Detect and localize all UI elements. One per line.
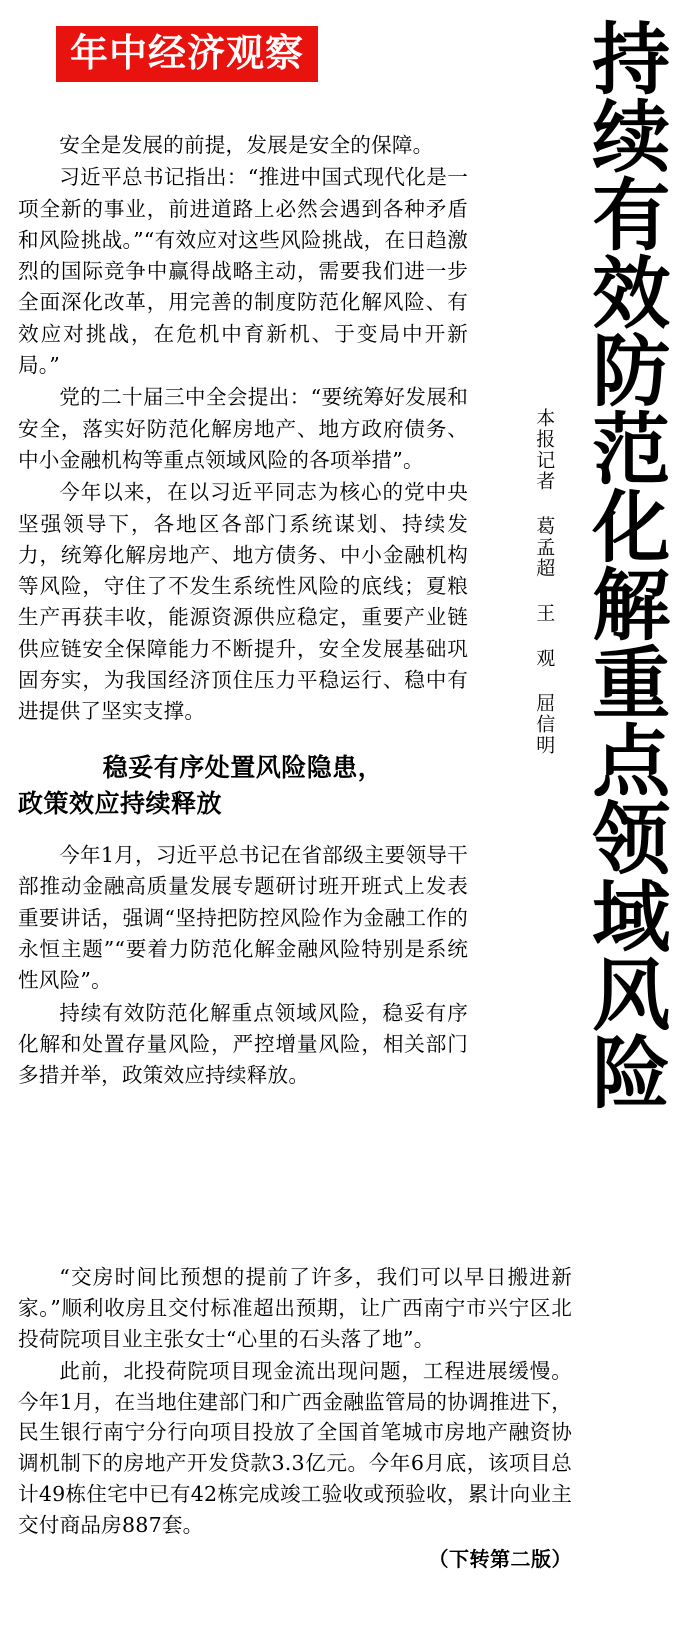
article-byline: 本报记者 葛孟超 王 观 屈信明 [533, 408, 556, 756]
section-banner-label: 年中经济观察 [70, 31, 305, 75]
article-headline: 持续有效防范化解重点领域风险 [579, 18, 670, 1110]
paragraph: 持续有效防范化解重点领域风险，稳妥有序化解和处置存量风险，严控增量风险，相关部门多措并举，政策效应持续释放。 [18, 1000, 468, 1088]
paragraph: 习近平总书记指出：“推进中国式现代化是一项全新的事业，前进道路上必然会遇到各种矛盾和风险挑战。”“有效应对这些风险挑战，在日趋激烈的国际竞争中赢得战略主动，需要我们进一步全面深化改革，用完善的制度防范化解风险、有效应对挑战，在危机中育新机、于变局中开新局。” [18, 165, 468, 378]
article-body-column [18, 130, 468, 1093]
paragraph: 今年1月，习近平总书记在省部级主要领导干部推动金融高质量发展专题研讨班开班式上发表重要讲话，强调“坚持把防控风险作为金融工作的永恒主题”“要着力防范化解金融风险特别是系统性风险”。 [18, 843, 468, 993]
subheading-line-1: 稳妥有序处置风险隐患， [102, 752, 384, 782]
paragraph: “交房时间比预想的提前了许多，我们可以早日搬进新家。”顺利收房且交付标准超出预期，让广西南宁市兴宁区北投荷院项目业主张女士“心里的石头落了地”。 [18, 1265, 572, 1351]
paragraph: 党的二十届三中全会提出：“要统筹好发展和安全，落实好防范化解房地产、地方政府债务、中小金融机构等重点领域风险的各项举措”。 [18, 385, 468, 472]
article-wide-block [18, 1262, 572, 1572]
byline-container [524, 408, 564, 760]
paragraph: 今年以来，在以习近平同志为核心的党中央坚强领导下，各地区各部门系统谋划、持续发力，统筹化解房地产、地方债务、中小金融机构等风险，守住了不发生系统性风险的底线；夏粮生产再获丰收，能源资源供应稳定，重要产业链供应链安全保障能力不断提升，安全发展基础巩固夯实，为我国经济顶住压力平稳运行、稳中有进提供了坚实支撑。 [18, 480, 468, 724]
headline-container [572, 18, 676, 1618]
section-banner [56, 26, 318, 82]
subheading-line-2: 政策效应持续释放 [18, 788, 223, 818]
paragraph: 安全是发展的前提，发展是安全的保障。 [59, 133, 434, 157]
paragraph: 此前，北投荷院项目现金流出现问题，工程进展缓慢。今年1月，在当地住建部门和广西金融监管局的协调推进下，民生银行南宁分行向项目投放了全国首笔城市房地产融资协调机制下的房地产开发贷款3.3亿元。今年6月底，该项目总计49栋住宅中已有42栋完成竣工验收或预验收，累计向业主交付商品房887套。 [18, 1358, 572, 1538]
section-subheading [18, 750, 468, 823]
continued-note: （下转第二版） [428, 1547, 572, 1572]
